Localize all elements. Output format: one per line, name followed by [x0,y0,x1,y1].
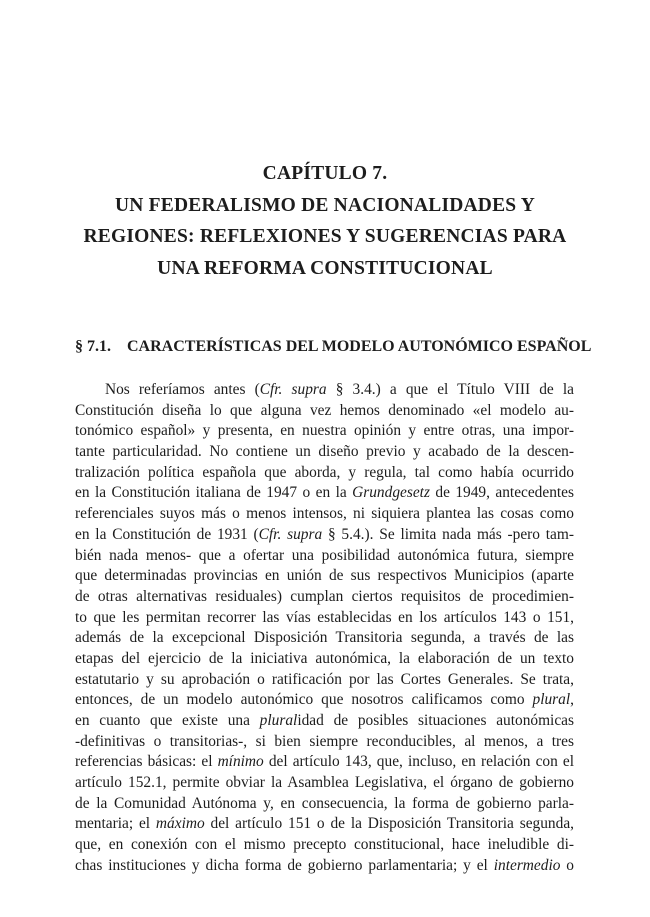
paragraph-line: en cuanto que existe una pluralidad de posibles situaciones autonómicas [75,712,574,729]
section-title: CARACTERÍSTICAS DEL MODELO AUTONÓMICO ESPAÑOL [127,338,592,355]
paragraph-line: en la Constitución italiana de 1947 o en la Grundgesetz de 1949, antecedentes [75,484,574,502]
chapter-title [60,158,590,284]
paragraph-line: tralización política española que aborda, y regula, tal como había ocurrido [75,463,574,481]
paragraph-line: además de la excepcional Disposición Transitoria segunda, a través de las [75,629,574,647]
paragraph-line: estatutario y su aprobación o ratificación por las Cortes Generales. Se trata, [75,670,574,688]
paragraph-line: artículo 152.1, permite obviar la Asamblea Legislativa, el órgano de gobierno [75,774,574,792]
paragraph-line: -definitivas o transitorias-, si bien siempre reconducibles, al menos, a tres [75,732,574,750]
paragraph-line: Nos referíamos antes (Cfr. supra § 3.4.) a que el Título VIII de la [105,381,574,398]
paragraph-line: entonces, de un modelo autonómico que nosotros calificamos como plural, [75,691,574,709]
body-paragraph [75,380,574,877]
paragraph-line: tante particularidad. No contiene un diseño previo y acabado de la descen- [75,443,574,461]
chapter-title-line: CAPÍTULO 7. [262,163,388,184]
paragraph-line: que determinadas provincias en unión de sus respectivos Municipios (aparte [75,567,574,585]
section-heading [75,338,591,356]
paragraph-line: de otras alternativas residuales) cumplan ciertos requisitos de procedimien- [75,587,574,605]
paragraph-line: tonómico español» y presenta, en nuestra opinión y entre otras, una impor- [75,422,574,440]
paragraph-line: Constitución diseña lo que alguna vez hemos denominado «el modelo au- [75,401,574,419]
chapter-title-line: REGIONES: REFLEXIONES Y SUGERENCIAS PARA [83,226,567,247]
paragraph-line: en la Constitución de 1931 (Cfr. supra § 5.4.). Se limita nada más -pero tam- [75,525,574,543]
paragraph-line: que, en conexión con el mismo precepto constitucional, hace ineludible di- [75,836,574,854]
paragraph-line: etapas del ejercicio de la iniciativa autonómica, la elaboración de un texto [75,649,574,667]
paragraph-line: de la Comunidad Autónoma y, en consecuencia, la forma de gobierno parla- [75,794,574,812]
section-number: § 7.1. [75,338,111,355]
paragraph-line: chas instituciones y dicha forma de gobierno parlamentaria; y el intermedio o [75,856,574,874]
paragraph-line: to que les permitan recorrer las vías establecidas en los artículos 143 o 151, [75,608,574,626]
paragraph-line: bién nada menos- que a ofertar una posibilidad autonómica futura, siempre [75,546,574,564]
paragraph-line: mentaria; el máximo del artículo 151 o de la Disposición Transitoria segunda, [75,815,574,833]
paragraph-line: referenciales suyos más o menos intensos, ni siquiera plantea las cosas como [75,505,574,523]
paragraph-line: referencias básicas: el mínimo del artículo 143, que, incluso, en relación con el [75,753,574,771]
chapter-title-line: UN FEDERALISMO DE NACIONALIDADES Y [115,194,535,216]
chapter-title-line: UNA REFORMA CONSTITUCIONAL [157,257,493,279]
